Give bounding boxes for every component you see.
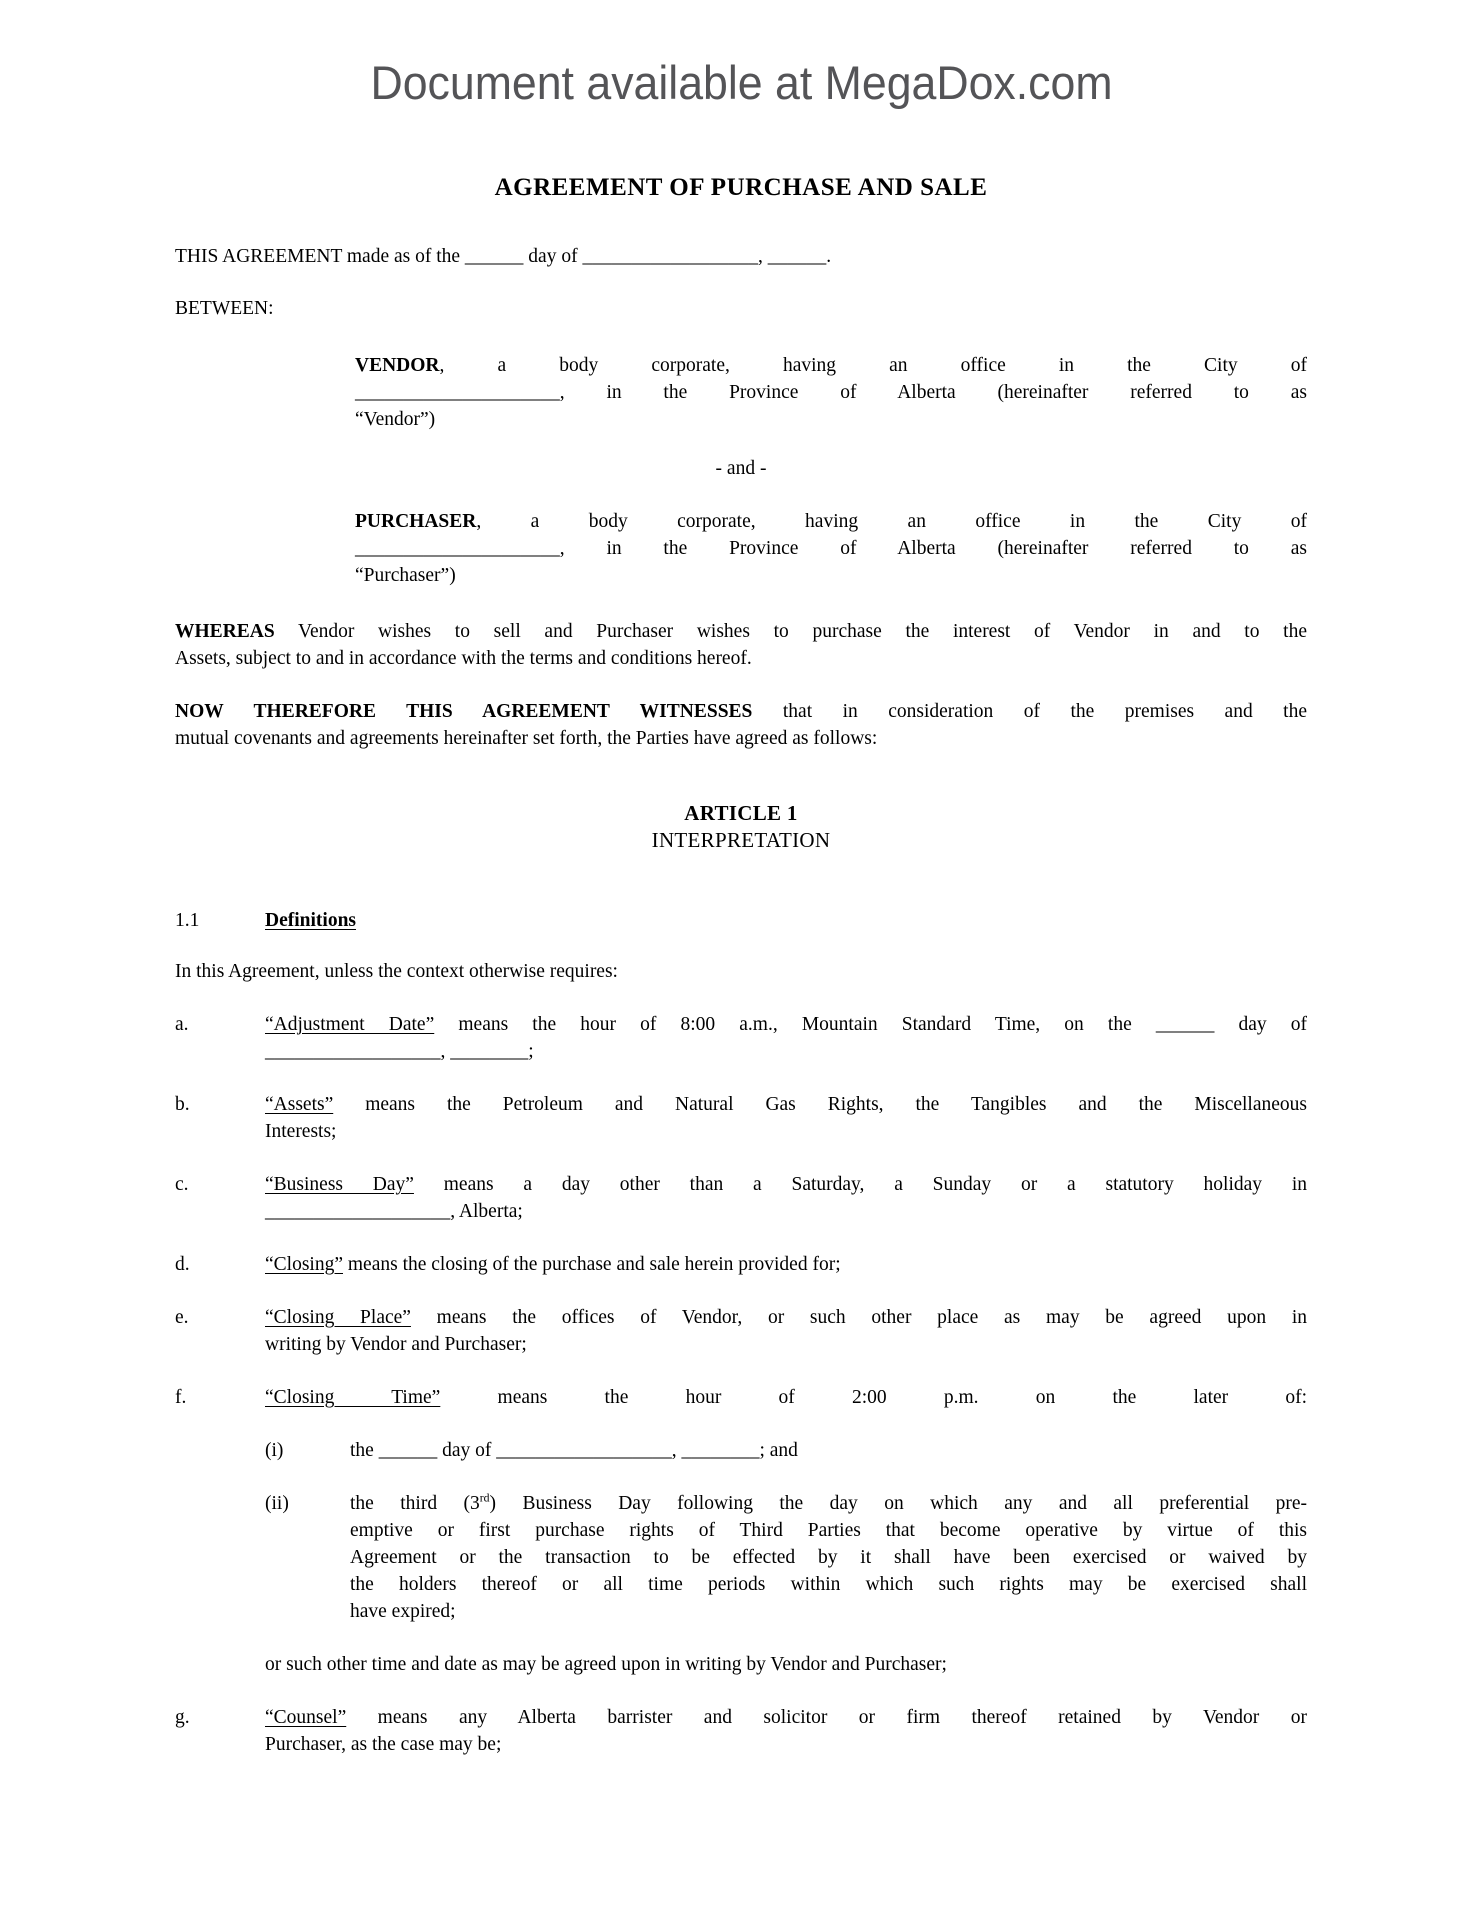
definition-text — [265, 1171, 1307, 1225]
definition-item — [175, 1304, 1307, 1358]
definition-text — [265, 1011, 1307, 1065]
definition-letter: c. — [175, 1174, 189, 1195]
definition-text — [265, 1704, 1307, 1758]
text-line: _____________________, in the Province of Alberta (hereinafter referred to as — [355, 382, 1307, 403]
text-line: “Adjustment Date” means the hour of 8:00 a.m., Mountain Standard Time, on the ______ day of — [265, 1014, 1307, 1035]
whereas-paragraph — [175, 618, 1307, 672]
text-line: - and - — [715, 458, 767, 479]
definition-text — [265, 1091, 1307, 1145]
text-line: Agreement or the transaction to be effected by it shall have been exercised or waived by — [350, 1547, 1307, 1568]
text-line: the holders thereof or all time periods within which such rights may be exercised shall — [350, 1574, 1307, 1595]
text-line: INTERPRETATION — [651, 828, 831, 852]
text-line: __________________, ________; — [265, 1041, 534, 1062]
text-line: ___________________, Alberta; — [265, 1201, 523, 1222]
now-therefore-paragraph — [175, 698, 1307, 752]
purchaser-block — [175, 508, 1307, 589]
text-line: PURCHASER, a body corporate, having an office in the City of — [355, 511, 1307, 532]
definition-item — [175, 1091, 1307, 1145]
definition-letter: g. — [175, 1707, 190, 1728]
definition-tail-text — [265, 1651, 1307, 1678]
made-as-of-line — [175, 243, 1307, 270]
definition-item — [175, 1011, 1307, 1065]
text-line: have expired; — [350, 1601, 456, 1622]
section-1-1-heading — [175, 907, 1307, 934]
definition-item — [175, 1384, 1307, 1678]
text-line: VENDOR, a body corporate, having an office in the City of — [355, 355, 1307, 376]
text-line: “Purchaser”) — [355, 565, 456, 586]
text-line: the ______ day of __________________, ________; and — [350, 1440, 798, 1461]
text-line: Interests; — [265, 1121, 337, 1142]
text-line: Assets, subject to and in accordance with the terms and conditions hereof. — [175, 648, 752, 669]
text-line: “Business Day” means a day other than a Saturday, a Sunday or a statutory holiday in — [265, 1174, 1307, 1195]
definition-text — [265, 1251, 1307, 1278]
document-title: AGREEMENT OF PURCHASE AND SALE — [494, 174, 988, 201]
text-line: or such other time and date as may be agreed upon in writing by Vendor and Purchaser; — [265, 1654, 947, 1675]
text-line: “Vendor”) — [355, 409, 436, 430]
sub-item-text — [350, 1437, 1307, 1464]
text-line: “Assets” means the Petroleum and Natural Gas Rights, the Tangibles and the Miscellaneous — [265, 1094, 1307, 1115]
text-line: “Closing Place” means the offices of Vendor, or such other place as may be agreed upon in — [265, 1307, 1308, 1328]
definitions-list — [175, 1011, 1307, 1758]
text-line: ARTICLE 1 — [684, 801, 798, 825]
vendor-block — [175, 352, 1307, 433]
definitions-lead-in — [175, 958, 1307, 985]
text-line: THIS AGREEMENT made as of the ______ day of __________________, ______. — [175, 246, 832, 267]
definition-text — [265, 1384, 1307, 1678]
text-line: “Counsel” means any Alberta barrister and solicitor or firm thereof retained by Vendor or — [265, 1707, 1307, 1728]
text-line: In this Agreement, unless the context otherwise requires: — [175, 961, 618, 982]
text-line: “Closing Time” means the hour of 2:00 p.m. on the later of: — [265, 1387, 1308, 1408]
sub-item-marker: (i) — [265, 1440, 284, 1461]
definition-item — [175, 1171, 1307, 1225]
section-number: 1.1 — [175, 910, 200, 931]
text-line: writing by Vendor and Purchaser; — [265, 1334, 527, 1355]
definition-letter: f. — [175, 1387, 187, 1408]
definition-letter: a. — [175, 1014, 189, 1035]
definition-item — [175, 1251, 1307, 1278]
definition-sub-item — [265, 1490, 1307, 1625]
text-line: the third (3rd) Business Day following the day on which any and all preferential pre- — [350, 1491, 1307, 1514]
article-1-heading — [175, 800, 1307, 854]
definition-item — [175, 1704, 1307, 1758]
definition-letter: b. — [175, 1094, 190, 1115]
text-line: mutual covenants and agreements hereinafter set forth, the Parties have agreed as follows: — [175, 728, 878, 749]
definition-letter: d. — [175, 1254, 190, 1275]
text-line: “Closing” means the closing of the purchase and sale herein provided for; — [265, 1254, 841, 1275]
text-line: _____________________, in the Province of Alberta (hereinafter referred to as — [355, 538, 1307, 559]
definition-sub-item — [265, 1437, 1307, 1464]
between-label — [175, 295, 1307, 322]
text-line: emptive or first purchase rights of Third Parties that become operative by virtue of this — [350, 1520, 1307, 1541]
text-line: WHEREAS Vendor wishes to sell and Purchaser wishes to purchase the interest of Vendor in and to the — [175, 621, 1307, 642]
sub-item-marker: (ii) — [265, 1493, 289, 1514]
text-line: NOW THEREFORE THIS AGREEMENT WITNESSES that in consideration of the premises and the — [175, 701, 1308, 722]
text-line: BETWEEN: — [175, 298, 274, 319]
section-heading-text: Definitions — [265, 910, 357, 931]
sub-item-text — [350, 1490, 1307, 1625]
megadox-watermark: Document available at MegaDox.com — [370, 56, 1113, 109]
and-separator — [175, 455, 1307, 482]
definition-letter: e. — [175, 1307, 189, 1328]
text-line: Purchaser, as the case may be; — [265, 1734, 502, 1755]
definition-text — [265, 1304, 1307, 1358]
